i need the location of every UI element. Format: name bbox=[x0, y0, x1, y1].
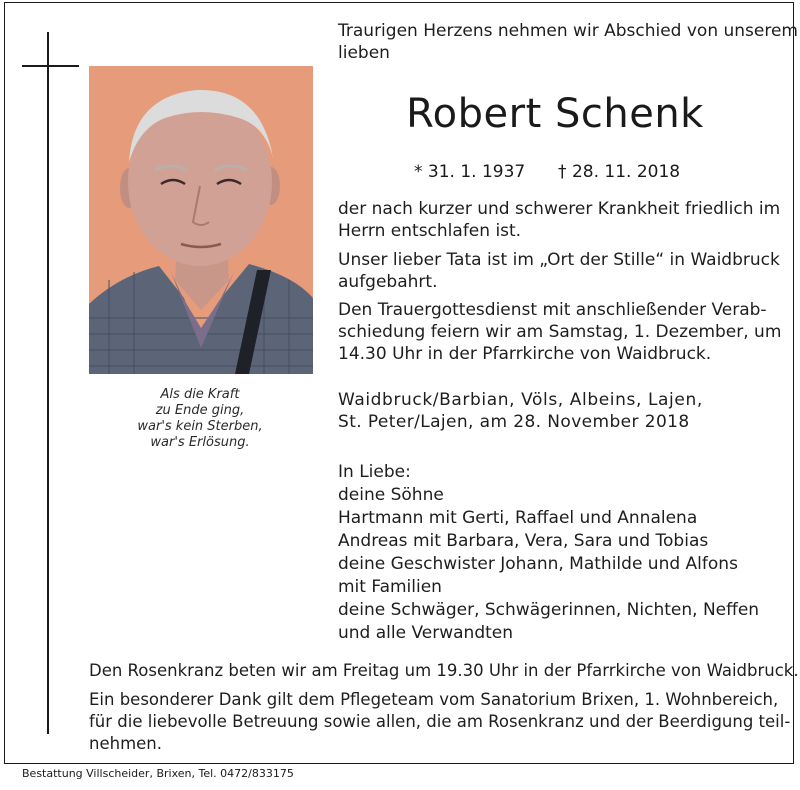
thanks-line: für die liebevolle Betreuung sowie allen, die am Rosenkranz und der Beerdigung teil- bbox=[89, 712, 791, 731]
portrait-photo bbox=[89, 66, 313, 374]
quote-line: war's kein Sterben, bbox=[137, 419, 263, 434]
places-line: St. Peter/Lajen, am 28. November 2018 bbox=[338, 412, 690, 432]
thanks-line: nehmen. bbox=[89, 734, 162, 753]
thanks-line: Ein besonderer Dank gilt dem Pflegeteam vom Sanatorium Brixen, 1. Wohnbereich, bbox=[89, 690, 779, 709]
birth-date: * 31. 1. 1937 bbox=[414, 162, 526, 182]
death-date: † 28. 11. 2018 bbox=[558, 162, 681, 182]
places-line: Waidbruck/Barbian, Völs, Albeins, Lajen, bbox=[338, 390, 703, 410]
mourner-line: und alle Verwandten bbox=[338, 623, 514, 643]
memorial-quote bbox=[100, 387, 300, 451]
cross-horizontal-bar bbox=[22, 65, 79, 67]
mourner-line: In Liebe: bbox=[338, 462, 411, 482]
paragraph-line: Herrn entschlafen ist. bbox=[338, 221, 522, 241]
mourner-line: deine Schwäger, Schwägerinnen, Nichten, Neffen bbox=[338, 600, 760, 620]
quote-line: war's Erlösung. bbox=[150, 435, 250, 450]
funeral-home-footer: Bestattung Villscheider, Brixen, Tel. 0472/833175 bbox=[22, 767, 294, 780]
mourner-line: Hartmann mit Gerti, Raffael und Annalena bbox=[338, 508, 698, 528]
paragraph-line: schiedung feiern wir am Samstag, 1. Dezember, um bbox=[338, 322, 782, 342]
mourner-line: Andreas mit Barbara, Vera, Sara und Tobias bbox=[338, 531, 709, 551]
paragraph-line: Unser lieber Tata ist im „Ort der Stille“ in Waidbruck bbox=[338, 250, 780, 270]
quote-line: Als die Kraft bbox=[160, 387, 240, 402]
mourner-line: mit Familien bbox=[338, 577, 442, 597]
rosary-line: Den Rosenkranz beten wir am Freitag um 19.30 Uhr in der Pfarrkirche von Waidbruck. bbox=[89, 661, 799, 680]
cross-vertical-bar bbox=[47, 32, 49, 734]
life-dates bbox=[414, 160, 680, 184]
intro-line: Traurigen Herzens nehmen wir Abschied von unserem bbox=[338, 21, 798, 41]
deceased-name: Robert Schenk bbox=[406, 91, 704, 137]
paragraph-line: der nach kurzer und schwerer Krankheit friedlich im bbox=[338, 199, 781, 219]
mourner-line: deine Geschwister Johann, Mathilde und Alfons bbox=[338, 554, 738, 574]
mourner-line: deine Söhne bbox=[338, 485, 444, 505]
paragraph-line: Den Trauergottesdienst mit anschließender Verab- bbox=[338, 300, 767, 320]
paragraph-line: aufgebahrt. bbox=[338, 272, 438, 292]
quote-line: zu Ende ging, bbox=[155, 403, 245, 418]
intro-line: lieben bbox=[338, 43, 390, 63]
paragraph-line: 14.30 Uhr in der Pfarrkirche von Waidbruck. bbox=[338, 344, 712, 364]
